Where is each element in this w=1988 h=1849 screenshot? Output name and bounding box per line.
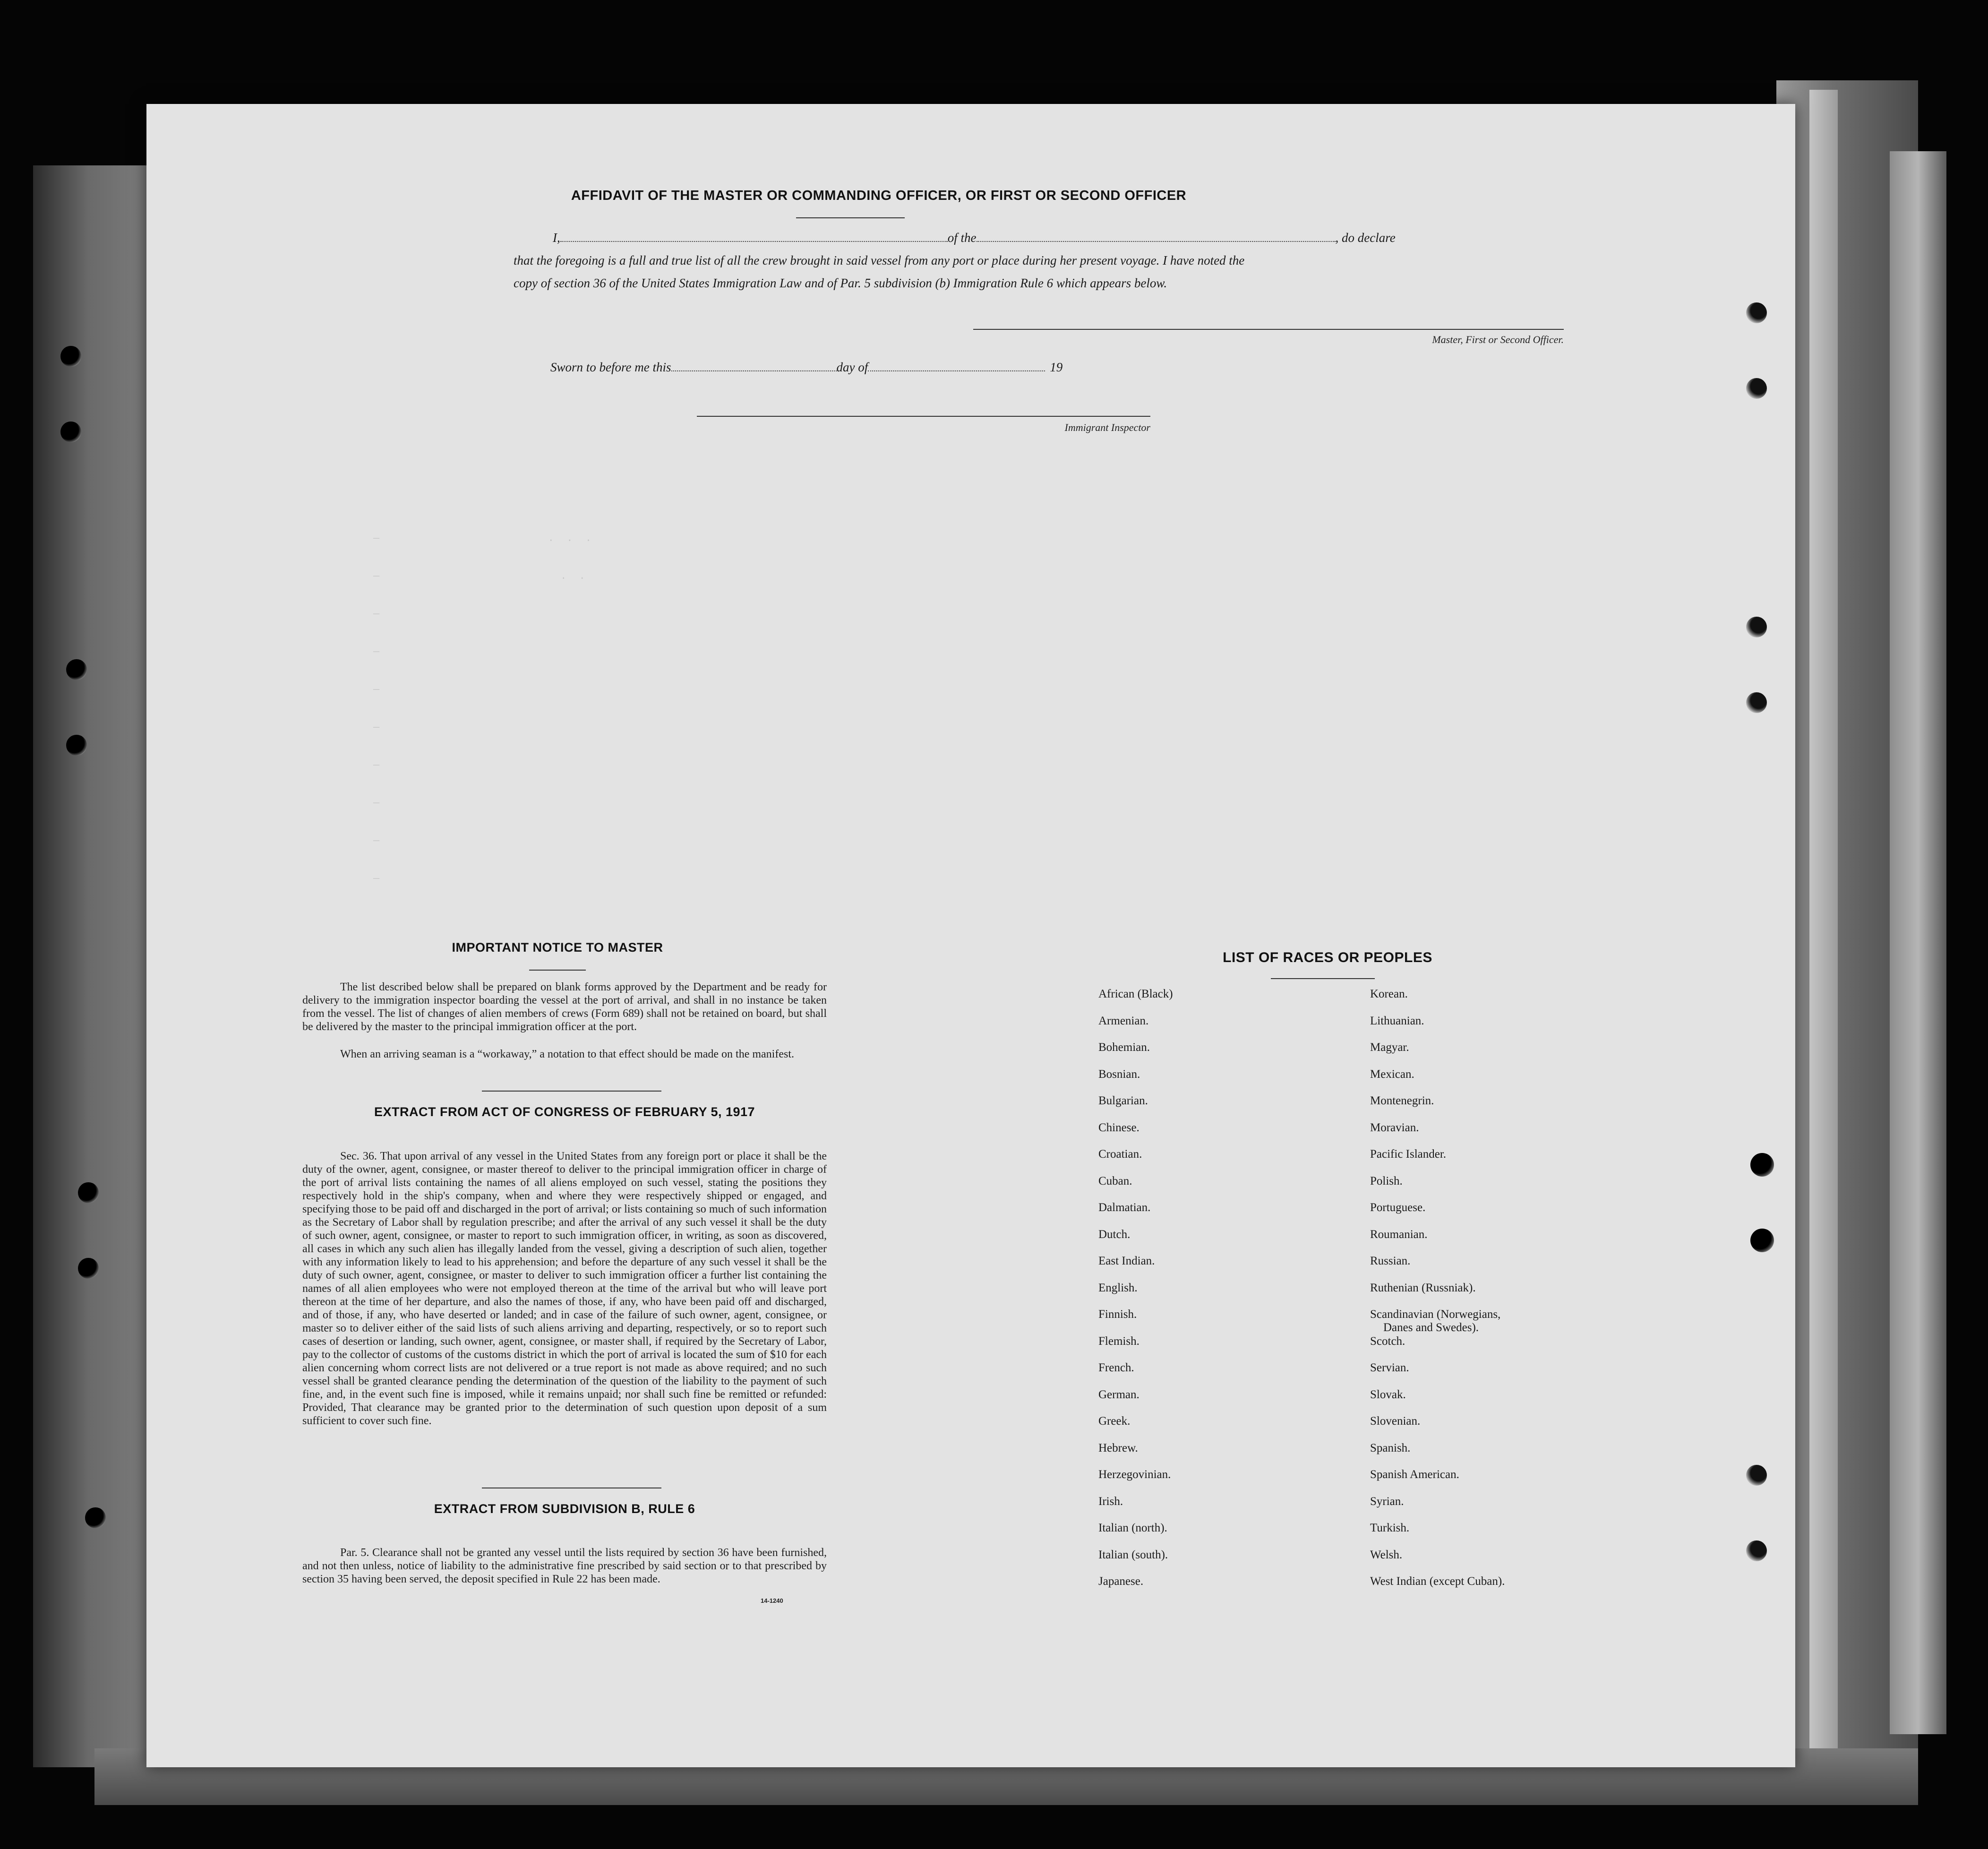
year-label: 19 xyxy=(1050,360,1063,374)
race-item: Magyar. xyxy=(1370,1041,1409,1054)
races-list-right xyxy=(1370,988,1701,1602)
race-item: Bosnian. xyxy=(1098,1067,1140,1081)
race-item: Finnish. xyxy=(1098,1308,1137,1321)
race-item: Lithuanian. xyxy=(1370,1014,1424,1027)
punch-hole xyxy=(78,1182,99,1203)
declarant-name-field[interactable] xyxy=(560,241,948,242)
race-item: Herzegovinian. xyxy=(1098,1468,1171,1481)
race-item: Dutch. xyxy=(1098,1228,1131,1241)
notice-paragraph-2: When an arriving seaman is a “workaway,” a notation to that effect should be made on the manifest. xyxy=(340,1048,794,1060)
race-item: Irish. xyxy=(1098,1495,1123,1508)
race-item: Japanese. xyxy=(1098,1575,1144,1588)
race-item: Chinese. xyxy=(1098,1121,1140,1134)
notice-paragraph-1: The list described below shall be prepared on blank forms approved by the Department and be ready for delivery to the immigration inspector boarding the vessel at the port of arrival, and shall in no instance be taken from the vessel. The list of changes of alien members of crews (Form 689) shall not be retained on board, but shall be delivered by the master to the principal immigration officer at the port. xyxy=(302,981,827,1033)
race-item: Montenegrin. xyxy=(1370,1094,1434,1107)
extract-rule-title: EXTRACT FROM SUBDIVISION B, RULE 6 xyxy=(434,1502,695,1516)
race-item: African (Black) xyxy=(1098,988,1173,1000)
inspector-signature-caption: Immigrant Inspector xyxy=(1064,421,1150,433)
races-title-rule xyxy=(1271,978,1375,979)
declaration-line-3: copy of section 36 of the United States Immigration Law and of Par. 5 subdivision (b) Immigration Rule 6 which appears below. xyxy=(514,276,1167,290)
races-title: LIST OF RACES OR PEOPLES xyxy=(1223,950,1432,965)
punch-hole xyxy=(60,346,81,367)
notice-title-rule xyxy=(529,970,586,971)
race-item: Portuguese. xyxy=(1370,1201,1426,1214)
race-item: English. xyxy=(1098,1281,1138,1294)
declaration-i-label: I, xyxy=(553,231,560,245)
punch-hole xyxy=(1746,1465,1767,1486)
race-item: Croatian. xyxy=(1098,1148,1142,1161)
race-item: Flemish. xyxy=(1098,1334,1140,1348)
inspector-signature-line[interactable] xyxy=(697,416,1150,417)
race-item: Bulgarian. xyxy=(1098,1094,1148,1107)
race-item: Spanish. xyxy=(1370,1441,1411,1454)
punch-hole xyxy=(1750,1229,1774,1252)
race-item: Syrian. xyxy=(1370,1495,1404,1508)
affidavit-title: AFFIDAVIT OF THE MASTER OR COMMANDING OFFICER, OR FIRST OR SECOND OFFICER xyxy=(571,188,1187,203)
punch-hole xyxy=(66,659,87,680)
race-item: Scotch. xyxy=(1370,1334,1405,1348)
master-signature-line[interactable] xyxy=(973,329,1564,330)
binder-right-edge xyxy=(1809,90,1838,1763)
race-item: West Indian (except Cuban). xyxy=(1370,1575,1505,1588)
day-of-label: day of xyxy=(836,360,868,374)
race-item: Pacific Islander. xyxy=(1370,1148,1447,1161)
punch-hole xyxy=(1746,302,1767,323)
race-item: Slovak. xyxy=(1370,1388,1406,1401)
form-page xyxy=(146,104,1795,1767)
declaration-line-2: that the foregoing is a full and true list of all the crew brought in said vessel from any port or place during her present voyage. I have noted the xyxy=(514,253,1245,267)
declaration-do-declare-label: , do declare xyxy=(1335,231,1396,245)
races-list-left xyxy=(1098,988,1354,1602)
affidavit-title-rule xyxy=(796,217,905,218)
race-item: Welsh. xyxy=(1370,1548,1403,1561)
race-item: Russian. xyxy=(1370,1255,1411,1267)
race-item: Hebrew. xyxy=(1098,1441,1138,1454)
race-item: Italian (north). xyxy=(1098,1522,1167,1534)
race-item: Cuban. xyxy=(1098,1174,1132,1187)
extract-act-body: Sec. 36. That upon arrival of any vessel in the United States from any foreign port or place it shall be the duty of the owner, agent, consignee, or master thereof to deliver to the principal immigration officer in charge of the port of arrival lists containing the names of all aliens employed on such vessel, stating the positions they respectively hold in the ship's company, when and where they were respectively shipped or engaged, and specifying those to be paid off and discharged in the port of arrival; or lists containing so much of such information as the Secretary of Labor shall by regulation prescribe; and after the arrival of any such vessel it shall be the duty of such owner, agent, consignee, or master to report to such immigration officer, in writing, as soon as discovered, all cases in which any such alien has illegally landed from the vessel, giving a description of such alien, together with any information likely to lead to his apprehension; and before the departure of any such vessel it shall be the duty of such owner, agent, consignee, or master to deliver to such immigration officer a further list containing the names of all alien employees who were not employed thereon at the time of the arrival but who will leave port thereon at the time of her departure, and also the names of those, if any, who have been paid off and discharged, and of those, if any, who have deserted or landed; and in case of the failure of such owner, agent, consignee, or master so to deliver either of the said lists of such aliens arriving and departing, respectively, or so to report such cases of desertion or landing, such owner, agent, consignee, or master shall, if required by the Secretary of Labor, pay to the collector of customs of the customs district in which the port of arrival is located the sum of $10 for each alien concerning whom correct lists are not delivered or a true report is not made as above required; and no such vessel shall be granted clearance pending the determination of the question of the liability to the payment of such fine, and, in the event such fine is imposed, while it remains unpaid; nor shall such fine be remitted or refunded: Provided, That clearance may be granted prior to the determination of such question upon deposit of a sum sufficient to cover such fine. xyxy=(302,1150,827,1427)
race-item: Servian. xyxy=(1370,1361,1409,1374)
form-number: 14-1240 xyxy=(761,1597,783,1604)
race-item: Bohemian. xyxy=(1098,1041,1150,1054)
race-item: Mexican. xyxy=(1370,1067,1414,1081)
punch-hole xyxy=(1746,378,1767,399)
race-item: Greek. xyxy=(1098,1415,1131,1428)
notice-title: IMPORTANT NOTICE TO MASTER xyxy=(452,940,663,955)
race-item: Slovenian. xyxy=(1370,1415,1421,1428)
bleed-through-text: — . . . — . . — — — — — — — — xyxy=(373,533,592,885)
extract-act-title: EXTRACT FROM ACT OF CONGRESS OF FEBRUARY 5, 1917 xyxy=(374,1105,755,1119)
punch-hole xyxy=(78,1258,99,1279)
race-item: East Indian. xyxy=(1098,1255,1155,1267)
race-item: Spanish American. xyxy=(1370,1468,1459,1481)
race-item: Polish. xyxy=(1370,1174,1403,1187)
vessel-name-field[interactable] xyxy=(977,241,1336,242)
race-item: Ruthenian (Russniak). xyxy=(1370,1281,1476,1294)
race-item: Armenian. xyxy=(1098,1014,1149,1027)
race-item: Korean. xyxy=(1370,988,1408,1000)
race-item: Scandinavian (Norwegians, Danes and Swedes). xyxy=(1370,1308,1501,1334)
race-item: Turkish. xyxy=(1370,1522,1410,1534)
punch-hole xyxy=(60,421,81,442)
section-divider xyxy=(482,1091,661,1092)
race-item: Moravian. xyxy=(1370,1121,1419,1134)
punch-hole xyxy=(66,735,87,756)
sworn-month-field[interactable] xyxy=(868,370,1045,371)
race-item: French. xyxy=(1098,1361,1134,1374)
punch-hole xyxy=(1746,1540,1767,1561)
sworn-line xyxy=(550,360,1212,375)
punch-hole xyxy=(85,1507,106,1528)
declaration-of-the-label: of the xyxy=(947,231,977,245)
sworn-label: Sworn to before me this xyxy=(550,360,671,374)
binder-right-outer-layer xyxy=(1890,151,1946,1734)
race-item: German. xyxy=(1098,1388,1140,1401)
master-signature-caption: Master, First or Second Officer. xyxy=(1432,334,1564,345)
race-item: Dalmatian. xyxy=(1098,1201,1151,1214)
race-item: Italian (south). xyxy=(1098,1548,1168,1561)
declaration-line-1 xyxy=(553,231,1564,245)
sworn-day-field[interactable] xyxy=(671,370,837,371)
race-item: Roumanian. xyxy=(1370,1228,1428,1241)
extract-rule-body: Par. 5. Clearance shall not be granted any vessel until the lists required by section 36 have been furnished, and not then unless, notice of liability to the administrative fine prescribed by said section or to that prescribed by section 35 having been served, the deposit specified in Rule 22 has been made. xyxy=(302,1547,827,1585)
